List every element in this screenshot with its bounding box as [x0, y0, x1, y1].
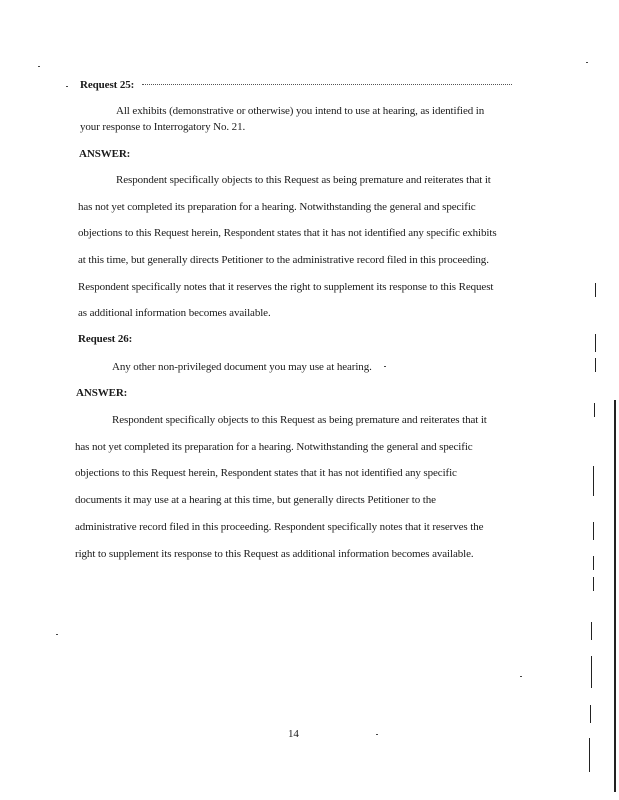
- answer-26-line-6: right to supplement its response to this Request as additional information becomes available.: [75, 548, 474, 560]
- request-25-heading: Request 25:: [80, 79, 135, 91]
- margin-mark: [595, 334, 596, 352]
- margin-mark: [593, 522, 594, 540]
- scan-speck: [520, 676, 522, 677]
- answer-26-line-2: has not yet completed its preparation for a hearing. Notwithstanding the general and specific: [75, 441, 473, 453]
- scan-speck: [56, 634, 58, 635]
- answer-25-line-6: as additional information becomes available.: [78, 307, 271, 319]
- request-26-heading: Request 26:: [78, 333, 133, 345]
- scan-speck: [384, 366, 386, 367]
- answer-26-line-3: objections to this Request herein, Respondent states that it has not identified any specific: [75, 467, 457, 479]
- heading-underline-artifact: [142, 84, 512, 86]
- margin-mark: [594, 403, 595, 417]
- answer-26-line-4: documents it may use at a hearing at this time, but generally directs Petitioner to the: [75, 494, 436, 506]
- scan-speck: [38, 66, 40, 67]
- margin-mark: [591, 656, 592, 688]
- scan-speck: [376, 734, 378, 735]
- page-number: 14: [288, 728, 299, 740]
- margin-mark: [591, 622, 592, 640]
- margin-mark: [590, 705, 591, 723]
- margin-mark: [593, 466, 594, 496]
- margin-mark: [593, 556, 594, 570]
- scan-speck: [586, 62, 588, 63]
- request-25-line-2: your response to Interrogatory No. 21.: [80, 121, 246, 133]
- margin-mark: [595, 283, 596, 297]
- margin-mark: [589, 738, 590, 772]
- answer-25-line-2: has not yet completed its preparation for a hearing. Notwithstanding the general and specific: [78, 201, 476, 213]
- answer-26-heading: ANSWER:: [76, 387, 128, 399]
- answer-25-heading: ANSWER:: [79, 148, 131, 160]
- request-25-line-1: All exhibits (demonstrative or otherwise) you intend to use at hearing, as identified in: [116, 105, 485, 117]
- margin-mark: [595, 358, 596, 372]
- margin-mark: [593, 577, 594, 591]
- answer-25-line-4: at this time, but generally directs Petitioner to the administrative record filed in this proceeding.: [78, 254, 489, 266]
- margin-edge-line: [614, 400, 616, 792]
- answer-25-line-3: objections to this Request herein, Respondent states that it has not identified any specific exhibits: [78, 227, 497, 239]
- answer-25-line-5: Respondent specifically notes that it reserves the right to supplement its response to this Request: [78, 281, 494, 293]
- request-26-line-1: Any other non-privileged document you may use at hearing.: [112, 361, 372, 373]
- scan-speck: [66, 86, 68, 87]
- answer-26-line-1: Respondent specifically objects to this Request as being premature and reiterates that it: [112, 414, 487, 426]
- answer-26-line-5: administrative record filed in this proceeding. Respondent specifically notes that it reserves the: [75, 521, 484, 533]
- answer-25-line-1: Respondent specifically objects to this Request as being premature and reiterates that it: [116, 174, 491, 186]
